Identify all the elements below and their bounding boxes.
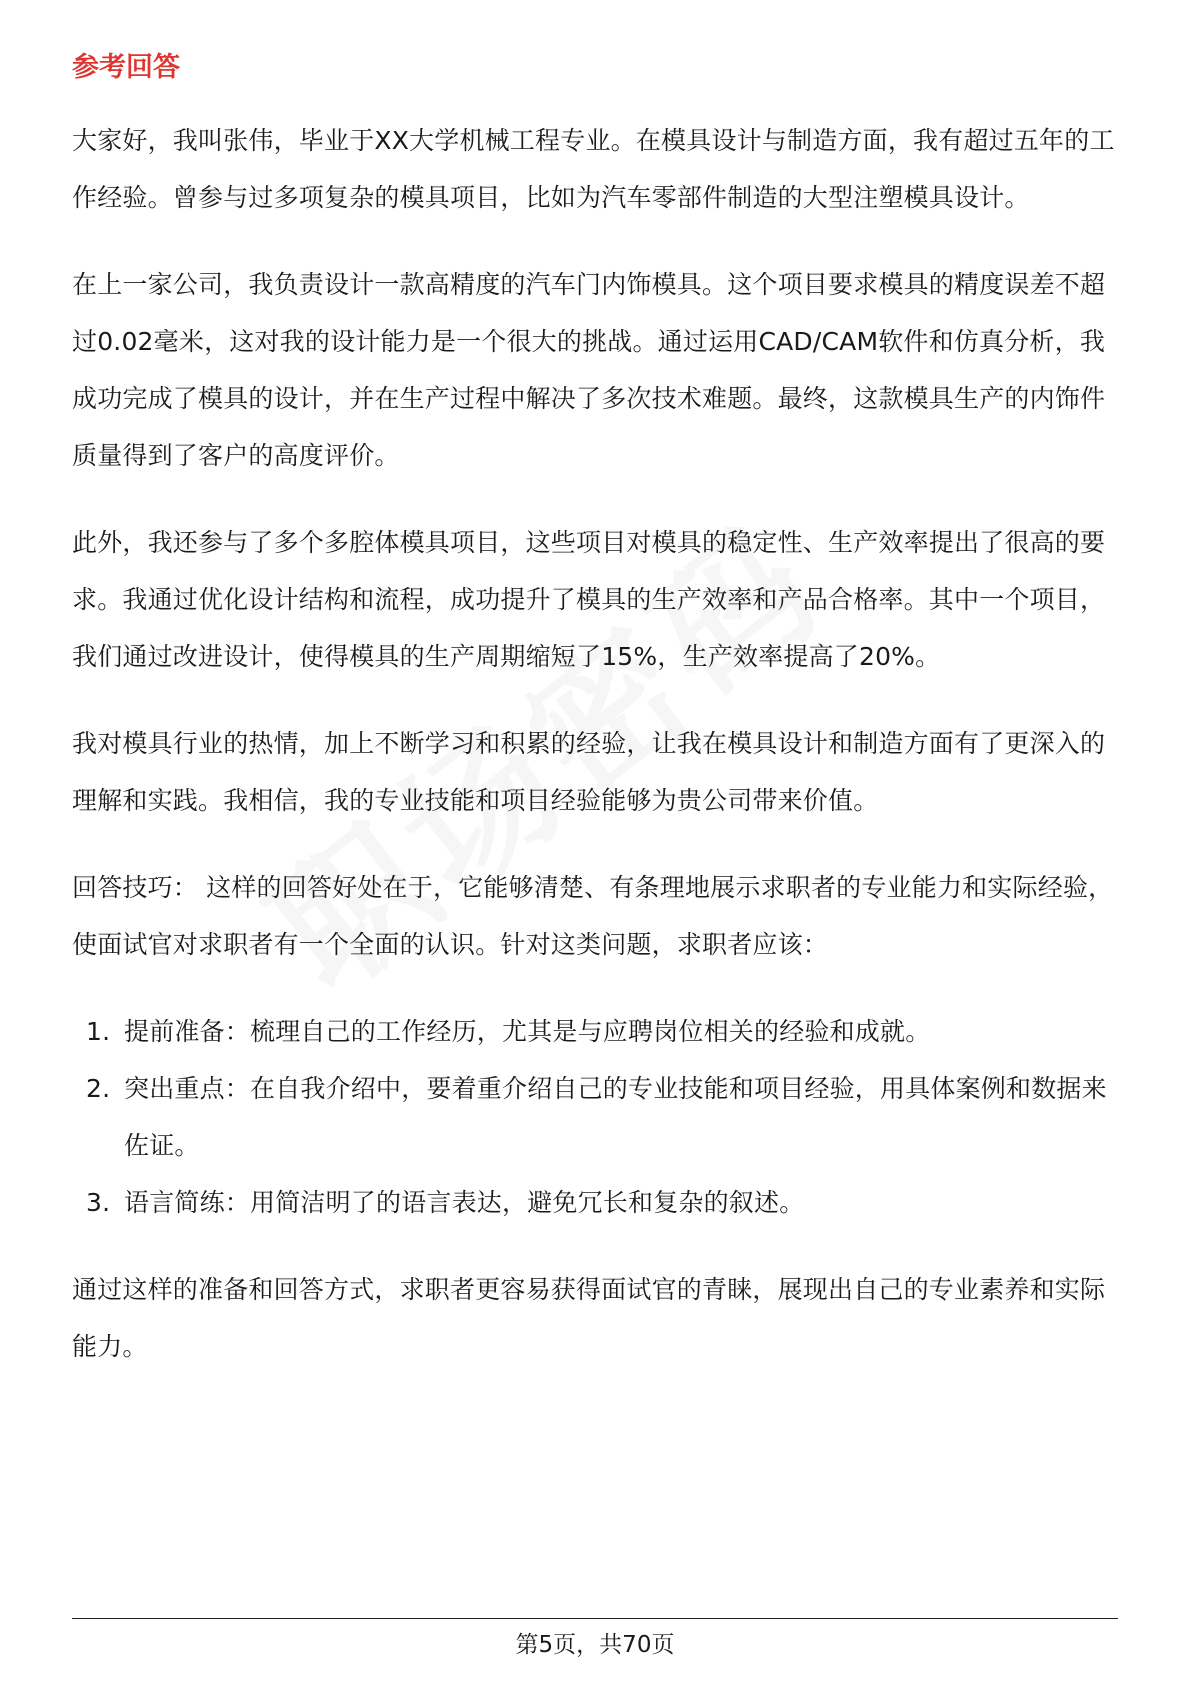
document-body bbox=[72, 48, 1118, 1405]
paragraph-closing: 通过这样的准备和回答方式，求职者更容易获得面试官的青睐，展现出自己的专业素养和实际能力。 bbox=[72, 1275, 1106, 1361]
list-item bbox=[72, 1060, 1118, 1174]
paragraph-intro: 大家好，我叫张伟，毕业于XX大学机械工程专业。在模具设计与制造方面，我有超过五年的工作经验。曾参与过多项复杂的模具项目，比如为汽车零部件制造的大型注塑模具设计。 bbox=[72, 126, 1115, 212]
paragraph-tips-intro: 回答技巧： 这样的回答好处在于，它能够清楚、有条理地展示求职者的专业能力和实际经验，使面试官对求职者有一个全面的认识。针对这类问题，求职者应该： bbox=[72, 873, 1114, 959]
footer-divider bbox=[72, 1618, 1118, 1619]
list-item-text: 语言简练：用简洁明了的语言表达，避免冗长和复杂的叙述。 bbox=[124, 1188, 805, 1217]
list-item-number: 1. bbox=[86, 1017, 111, 1046]
list-item bbox=[72, 1003, 1118, 1060]
tips-list bbox=[72, 1003, 1118, 1231]
page-number: 第5页，共70页 bbox=[515, 1632, 675, 1658]
list-item-text: 提前准备：梳理自己的工作经历，尤其是与应聘岗位相关的经验和成就。 bbox=[124, 1017, 931, 1046]
list-item-number: 2. bbox=[86, 1074, 111, 1103]
paragraph-multicavity: 此外，我还参与了多个多腔体模具项目，这些项目对模具的稳定性、生产效率提出了很高的要求。我通过优化设计结构和流程，成功提升了模具的生产效率和产品合格率。其中一个项目，我们通过改进设计，使得模具的生产周期缩短了15%，生产效率提高了20%。 bbox=[72, 528, 1106, 671]
list-item-number: 3. bbox=[86, 1188, 111, 1217]
section-heading: 参考回答 bbox=[72, 52, 180, 83]
list-item bbox=[72, 1174, 1118, 1231]
paragraph-passion: 我对模具行业的热情，加上不断学习和积累的经验，让我在模具设计和制造方面有了更深入的理解和实践。我相信，我的专业技能和项目经验能够为贵公司带来价值。 bbox=[72, 729, 1106, 815]
list-item-text: 突出重点：在自我介绍中，要着重介绍自己的专业技能和项目经验，用具体案例和数据来佐证。 bbox=[124, 1074, 1107, 1160]
paragraph-project: 在上一家公司，我负责设计一款高精度的汽车门内饰模具。这个项目要求模具的精度误差不超过0.02毫米，这对我的设计能力是一个很大的挑战。通过运用CAD/CAM软件和仿真分析，我成功完成了模具的设计，并在生产过程中解决了多次技术难题。最终，这款模具生产的内饰件质量得到了客户的高度评价。 bbox=[72, 270, 1106, 470]
